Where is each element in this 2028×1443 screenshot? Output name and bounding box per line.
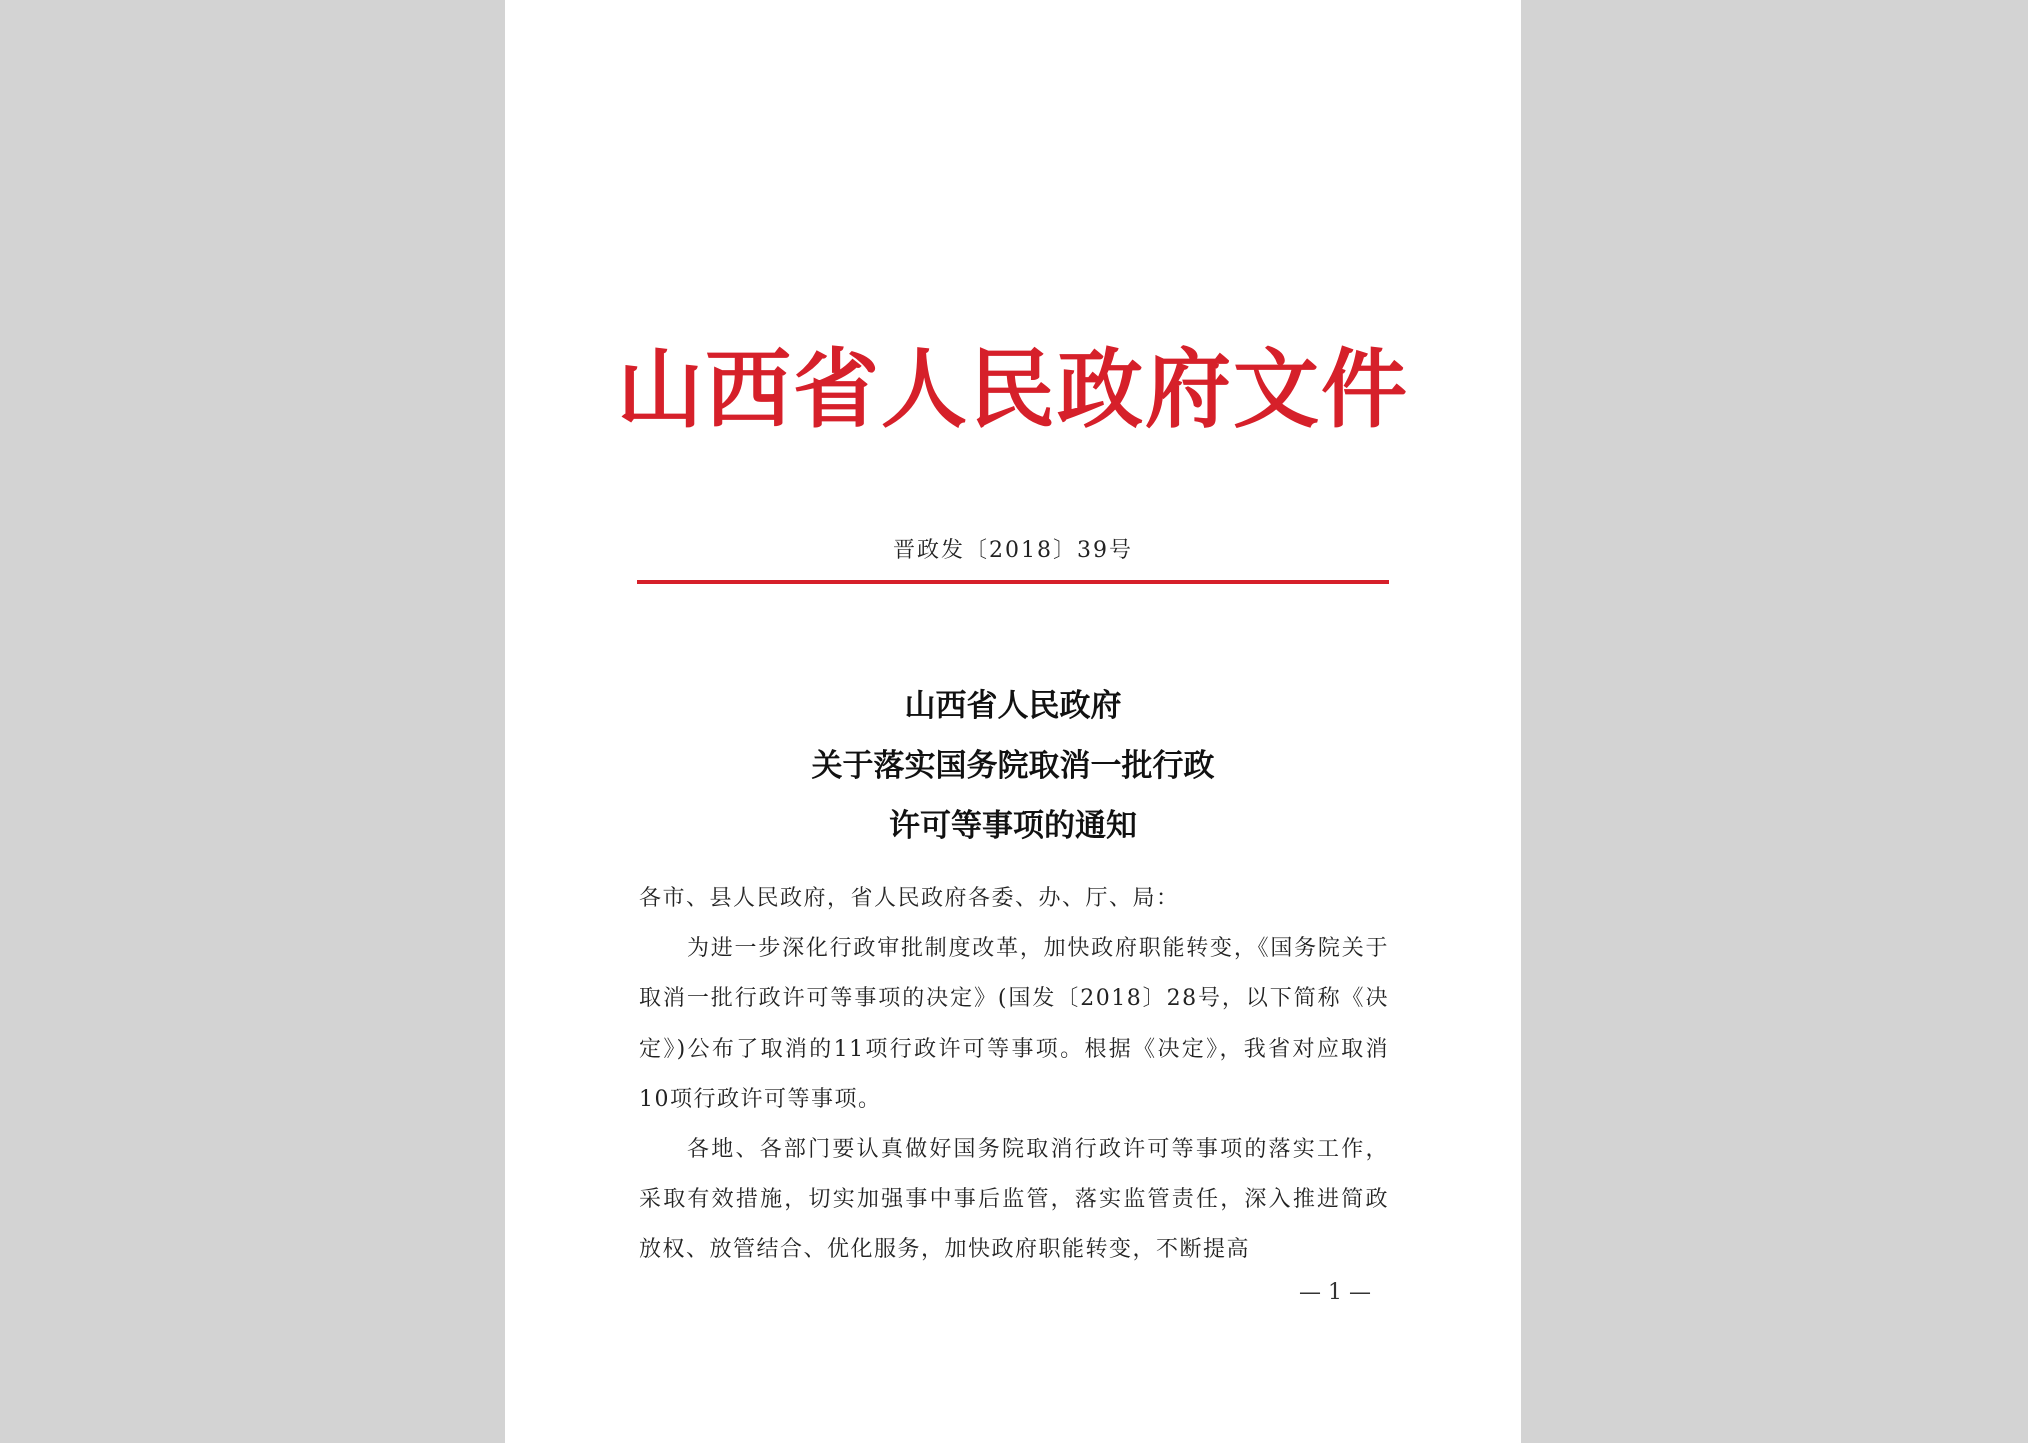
document-title	[505, 676, 1521, 856]
red-divider-line	[637, 580, 1389, 584]
document-number: 晋政发〔2018〕39号	[893, 538, 1133, 563]
page-number: — 1 —	[1299, 1280, 1371, 1305]
title-line-2: 关于落实国务院取消一批行政	[811, 748, 1215, 784]
title-line-1: 山西省人民政府	[904, 688, 1122, 724]
document-header: 山西省人民政府文件	[617, 339, 1409, 440]
body-paragraph-2: 各地、各部门要认真做好国务院取消行政许可等事项的落实工作，采取有效措施，切实加强事中事后监管，落实监管责任，深入推进简政放权、放管结合、优化服务，加快政府职能转变，不断提高	[639, 1137, 1389, 1263]
addressee: 各市、县人民政府，省人民政府各委、办、厅、局：	[639, 886, 1180, 911]
document-page	[505, 0, 1521, 1443]
document-body	[639, 874, 1389, 1276]
body-paragraph-1: 为进一步深化行政审批制度改革，加快政府职能转变，《国务院关于取消一批行政许可等事项的决定》(国发〔2018〕28号，以下简称《决定》)公布了取消的11项行政许可等事项。根据《决定》，我省对应取消10项行政许可等事项。	[639, 936, 1389, 1112]
title-line-3: 许可等事项的通知	[889, 808, 1137, 844]
